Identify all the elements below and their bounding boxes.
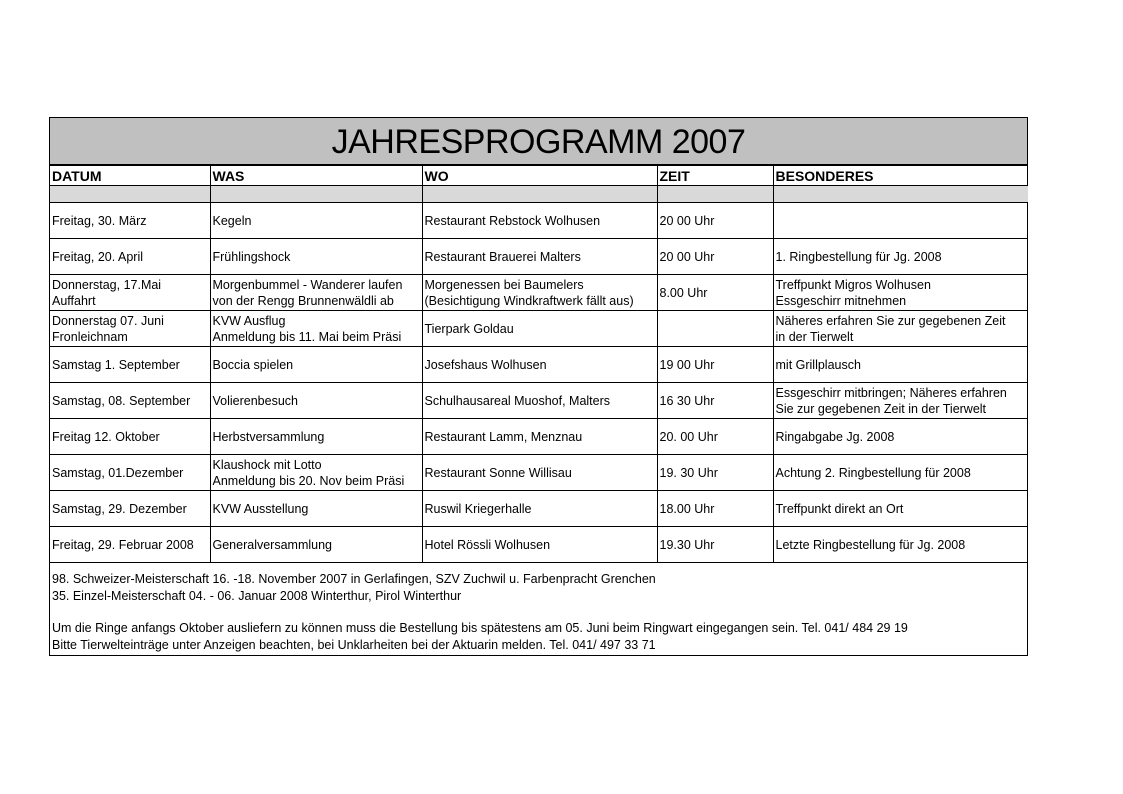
cell-zeit — [657, 239, 773, 275]
cell-text: 16 30 Uhr — [659, 393, 715, 408]
table-row — [50, 455, 1028, 491]
title-bar — [50, 118, 1027, 166]
cell-text: Restaurant Lamm, Menznau — [424, 429, 583, 444]
cell-text: Letzte Ringbestellung für Jg. 2008 — [775, 537, 966, 552]
cell-datum — [50, 275, 210, 311]
cell-text: Josefshaus Wolhusen — [424, 357, 547, 372]
cell-text: 20 00 Uhr — [659, 249, 715, 264]
cell-text: (Besichtigung Windkraftwerk fällt aus) — [424, 293, 634, 308]
cell-text: Donnerstag, 17.Mai — [52, 277, 162, 292]
cell-was — [210, 419, 422, 455]
cell-text: Anmeldung bis 11. Mai beim Präsi — [212, 329, 402, 344]
cell-datum — [50, 239, 210, 275]
cell-text: Ruswil Kriegerhalle — [424, 501, 532, 516]
cell-zeit — [657, 419, 773, 455]
cell-besonderes — [773, 419, 1028, 455]
table-row — [50, 239, 1028, 275]
cell-text: Treffpunkt Migros Wolhusen — [775, 277, 931, 292]
cell-was — [210, 527, 422, 563]
cell-besonderes — [773, 455, 1028, 491]
cell-text: 19 00 Uhr — [659, 357, 715, 372]
cell-besonderes — [773, 347, 1028, 383]
cell-datum — [50, 491, 210, 527]
cell-text: KVW Ausflug — [212, 313, 286, 328]
cell-datum — [50, 419, 210, 455]
table-row — [50, 491, 1028, 527]
program-rows — [50, 203, 1028, 563]
cell-datum — [50, 383, 210, 419]
cell-was — [210, 455, 422, 491]
cell-wo — [422, 347, 657, 383]
cell-text: Freitag 12. Oktober — [52, 429, 160, 444]
column-header-was: WAS — [210, 166, 422, 186]
table-row — [50, 275, 1028, 311]
cell-text: Treffpunkt direkt an Ort — [775, 501, 904, 516]
cell-besonderes — [773, 203, 1028, 239]
cell-text: Essgeschirr mitnehmen — [775, 293, 907, 308]
cell-datum — [50, 203, 210, 239]
cell-datum — [50, 455, 210, 491]
cell-text: Morgenbummel - Wanderer laufen — [212, 277, 403, 292]
cell-zeit — [657, 311, 773, 347]
cell-text: Sie zur gegebenen Zeit in der Tierwelt — [775, 401, 987, 416]
cell-text: KVW Ausstellung — [212, 501, 309, 516]
column-header-zeit: ZEIT — [657, 166, 773, 186]
cell-wo — [422, 275, 657, 311]
cell-text: Restaurant Sonne Willisau — [424, 465, 572, 480]
cell-text: 20. 00 Uhr — [659, 429, 718, 444]
cell-was — [210, 491, 422, 527]
cell-wo — [422, 419, 657, 455]
cell-text: Restaurant Rebstock Wolhusen — [424, 213, 601, 228]
cell-zeit — [657, 383, 773, 419]
table-row — [50, 347, 1028, 383]
cell-text: von der Rengg Brunnenwäldli ab — [212, 293, 394, 308]
cell-text: Ringabgabe Jg. 2008 — [775, 429, 895, 444]
cell-text: Frühlingshock — [212, 249, 291, 264]
cell-text: Freitag, 30. März — [52, 213, 147, 228]
cell-text: Samstag, 08. September — [52, 393, 191, 408]
cell-text: Freitag, 29. Februar 2008 — [52, 537, 194, 552]
cell-text: 20 00 Uhr — [659, 213, 715, 228]
cell-text: Achtung 2. Ringbestellung für 2008 — [775, 465, 971, 480]
cell-text: Samstag, 01.Dezember — [52, 465, 184, 480]
cell-text: Näheres erfahren Sie zur gegebenen Zeit — [775, 313, 1006, 328]
cell-text: Generalversammlung — [212, 537, 332, 552]
column-header-besonderes: BESONDERES — [773, 166, 1028, 186]
cell-datum — [50, 527, 210, 563]
cell-text: Hotel Rössli Wolhusen — [424, 537, 551, 552]
cell-text: in der Tierwelt — [775, 329, 854, 344]
cell-text: Essgeschirr mitbringen; Näheres erfahren — [775, 385, 1007, 400]
column-header-wo: WO — [422, 166, 657, 186]
cell-wo — [422, 239, 657, 275]
note-line: 98. Schweizer-Meisterschaft 16. -18. November 2007 in Gerlafingen, SZV Zuchwil u. Farbenpracht Grenchen — [52, 572, 656, 586]
program-sheet — [49, 117, 1028, 656]
shaded-spacer-row — [50, 186, 1028, 203]
cell-text: Freitag, 20. April — [52, 249, 144, 264]
cell-text: mit Grillplausch — [775, 357, 861, 372]
table-row — [50, 383, 1028, 419]
note-line: 35. Einzel-Meisterschaft 04. - 06. Januar 2008 Winterthur, Pirol Winterthur — [52, 588, 462, 603]
cell-zeit — [657, 203, 773, 239]
cell-zeit — [657, 347, 773, 383]
cell-wo — [422, 383, 657, 419]
cell-wo — [422, 311, 657, 347]
cell-text: 1. Ringbestellung für Jg. 2008 — [775, 249, 942, 264]
cell-text: Restaurant Brauerei Malters — [424, 249, 581, 264]
cell-text: 19.30 Uhr — [659, 537, 715, 552]
cell-wo — [422, 203, 657, 239]
cell-besonderes — [773, 275, 1028, 311]
cell-datum — [50, 347, 210, 383]
note-line: Bitte Tierwelteinträge unter Anzeigen beachten, bei Unklarheiten bei der Aktuarin melden. Tel. 041/ 497 33 71 — [52, 637, 656, 652]
cell-wo — [422, 527, 657, 563]
table-row — [50, 311, 1028, 347]
cell-zeit — [657, 491, 773, 527]
cell-text: Samstag 1. September — [52, 357, 180, 372]
cell-text: 8.00 Uhr — [659, 285, 708, 300]
cell-text: Morgenessen bei Baumelers — [424, 277, 584, 292]
cell-text: Auffahrt — [52, 293, 96, 308]
cell-text: Donnerstag 07. Juni — [52, 313, 164, 328]
cell-zeit — [657, 455, 773, 491]
cell-was — [210, 347, 422, 383]
cell-besonderes — [773, 383, 1028, 419]
cell-was — [210, 383, 422, 419]
cell-text: 18.00 Uhr — [659, 501, 715, 516]
table-row — [50, 527, 1028, 563]
page-title: JAHRESPROGRAMM 2007 — [331, 122, 746, 161]
cell-text: Tierpark Goldau — [424, 321, 514, 336]
cell-was — [210, 203, 422, 239]
cell-text: Fronleichnam — [52, 329, 128, 344]
cell-text: Herbstversammlung — [212, 429, 325, 444]
program-table — [50, 166, 1028, 563]
cell-datum — [50, 311, 210, 347]
cell-text: Samstag, 29. Dezember — [52, 501, 187, 516]
table-header-row — [50, 166, 1028, 186]
cell-text: Boccia spielen — [212, 357, 294, 372]
cell-text: Anmeldung bis 20. Nov beim Präsi — [212, 473, 405, 488]
table-row — [50, 419, 1028, 455]
cell-zeit — [657, 275, 773, 311]
note-line: Um die Ringe anfangs Oktober ausliefern zu können muss die Bestellung bis spätestens am 05. Juni beim Ringwart eingegangen sein. Tel. 041/ 484 29 19 — [52, 621, 908, 635]
cell-zeit — [657, 527, 773, 563]
cell-besonderes — [773, 239, 1028, 275]
cell-wo — [422, 491, 657, 527]
cell-text: Kegeln — [212, 213, 252, 228]
cell-was — [210, 275, 422, 311]
cell-wo — [422, 455, 657, 491]
cell-besonderes — [773, 527, 1028, 563]
cell-was — [210, 239, 422, 275]
table-row — [50, 203, 1028, 239]
cell-text: Klaushock mit Lotto — [212, 457, 322, 472]
footer-notes — [50, 563, 1027, 655]
cell-besonderes — [773, 311, 1028, 347]
cell-text: Schulhausareal Muoshof, Malters — [424, 393, 611, 408]
cell-text: 19. 30 Uhr — [659, 465, 718, 480]
column-header-datum: DATUM — [50, 166, 210, 186]
cell-besonderes — [773, 491, 1028, 527]
cell-text: Volierenbesuch — [212, 393, 298, 408]
cell-was — [210, 311, 422, 347]
